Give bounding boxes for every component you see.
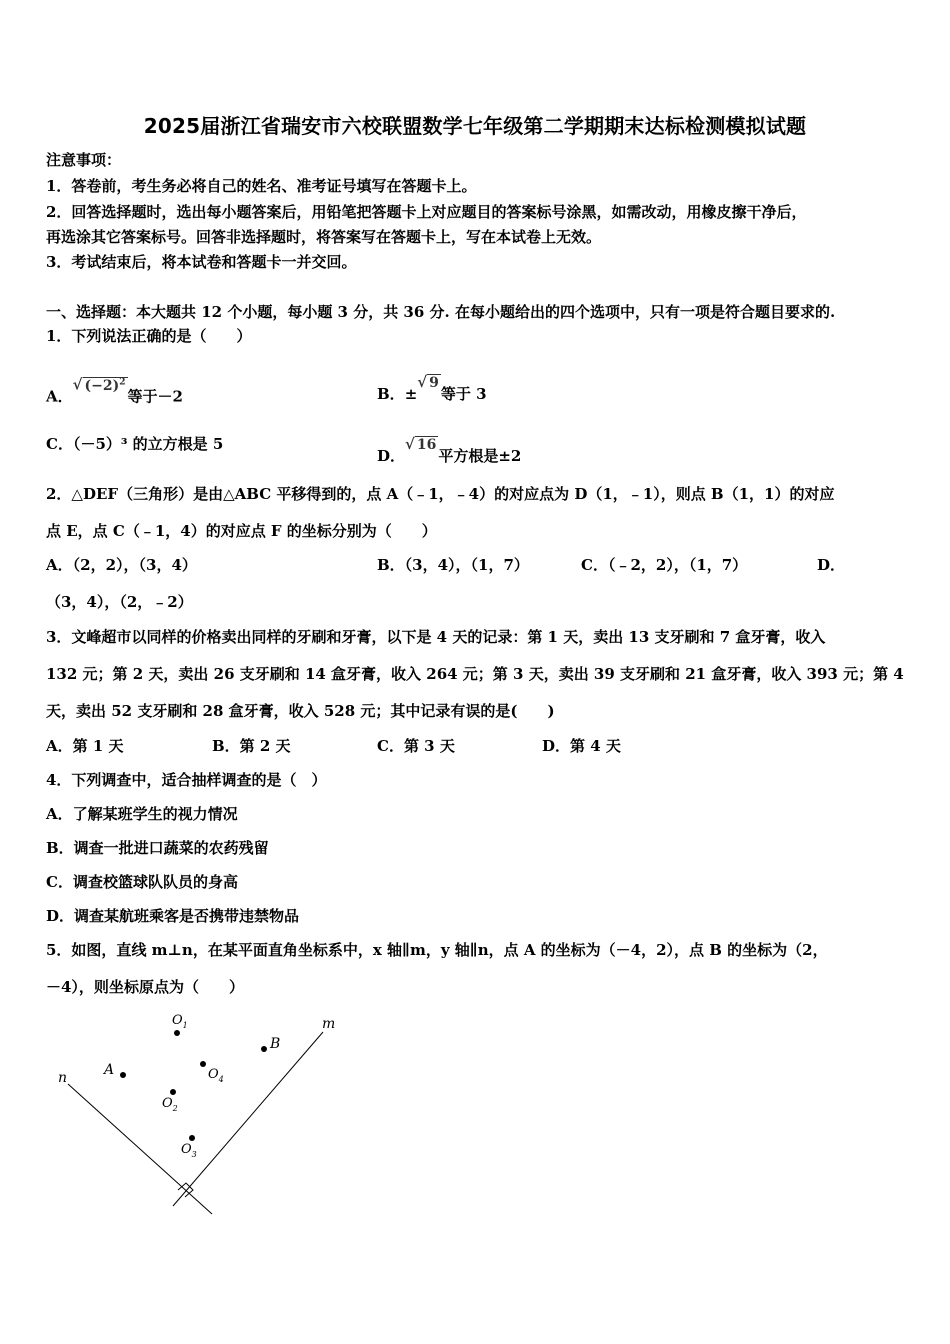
- label-b: B: [270, 1036, 281, 1052]
- q3-option-b[interactable]: B．第 2 天: [212, 737, 291, 755]
- point-o1: [174, 1030, 180, 1036]
- notice-item-2: 2．回答选择题时，选出每小题答案后，用铅笔把答题卡上对应题目的答案标号涂黑，如需改动，用橡皮擦干净后，: [46, 203, 807, 221]
- q3-option-c[interactable]: C．第 3 天: [377, 737, 455, 755]
- q3-option-a[interactable]: A．第 1 天: [46, 737, 124, 755]
- point-o2: [170, 1089, 176, 1095]
- label-m: m: [322, 1016, 336, 1032]
- q2-stem-line1: 2．△DEF（三角形）是由△ABC 平移得到的，点 A（﹣1，﹣4）的对应点为 D（1，﹣1），则点 B（1，1）的对应: [46, 485, 835, 503]
- q1-option-d[interactable]: D．√ 16平方根是±2: [377, 435, 522, 465]
- sqrt-expression: √ $(-2)^2$: [72, 375, 126, 394]
- q3-stem-line3: 天，卖出 52 支牙刷和 28 盒牙膏，收入 528 元；其中记录有误的是( ): [46, 702, 555, 720]
- point-o4: [200, 1061, 206, 1067]
- notice-item-2-cont: 再选涂其它答案标号。回答非选择题时，将答案写在答题卡上，写在本试卷上无效。: [46, 228, 602, 246]
- section-heading: 一、选择题：本大题共 12 个小题，每小题 3 分，共 36 分. 在每小题给出的四个选项中，只有一项是符合题目要求的.: [46, 303, 836, 321]
- label-n: n: [58, 1070, 68, 1086]
- q5-figure: [40, 1010, 350, 1225]
- q2-option-d-text[interactable]: （3，4），（2，﹣2）: [46, 593, 193, 611]
- q1-option-a-label: A．: [46, 387, 73, 406]
- point-a: [120, 1072, 126, 1078]
- page-title: 2025届浙江省瑞安市六校联盟数学七年级第二学期期末达标检测模拟试题: [143, 114, 807, 138]
- q5-stem-line1: 5．如图，直线 m⊥n，在某平面直角坐标系中，x 轴∥m，y 轴∥n，点 A 的坐标为（－4，2），点 B 的坐标为（2，: [46, 941, 828, 959]
- q1-option-a[interactable]: [46, 372, 183, 407]
- point-b: [261, 1046, 267, 1052]
- q5-stem-line2: －4），则坐标原点为（ ）: [46, 978, 244, 996]
- notice-item-3: 3．考试结束后，将本试卷和答题卡一并交回。: [46, 253, 357, 271]
- q1-option-a-text: 等于－2: [127, 387, 183, 406]
- sqrt-expression: √ 9: [417, 373, 439, 391]
- q1-stem: 1．下列说法正确的是（ ）: [46, 327, 252, 345]
- q4-option-d[interactable]: D．调查某航班乘客是否携带违禁物品: [46, 907, 300, 925]
- q4-option-c[interactable]: C．调查校篮球队队员的身高: [46, 873, 238, 891]
- q2-stem-line2: 点 E，点 C（﹣1，4）的对应点 F 的坐标分别为（ ）: [46, 522, 437, 540]
- line-m: [173, 1032, 323, 1206]
- sqrt-expression: √ 16: [405, 435, 437, 453]
- q3-stem-line1: 3．文峰超市以同样的价格卖出同样的牙刷和牙膏，以下是 4 天的记录：第 1 天，卖出 13 支牙刷和 7 盒牙膏，收入: [46, 628, 826, 646]
- label-o1: $O_1$: [172, 1013, 188, 1030]
- q4-stem: 4．下列调查中，适合抽样调查的是（ ）: [46, 771, 327, 789]
- notice-item-1: 1．答卷前，考生务必将自己的姓名、准考证号填写在答题卡上。: [46, 177, 477, 195]
- notice-heading: 注意事项：: [46, 151, 122, 169]
- label-a: A: [104, 1062, 115, 1078]
- q3-stem-line2: 132 元；第 2 天，卖出 26 支牙刷和 14 盒牙膏，收入 264 元；第 3 天，卖出 39 支牙刷和 21 盒牙膏，收入 393 元；第 4: [46, 665, 904, 683]
- q2-option-a[interactable]: A．（2，2），（3，4）: [46, 556, 197, 574]
- point-o3: [189, 1135, 195, 1141]
- q2-option-c[interactable]: C．（﹣2，2），（1，7）: [581, 556, 748, 574]
- q1-option-b[interactable]: B．±√ 9等于 3: [377, 373, 487, 403]
- q1-option-c[interactable]: C．（－5）³ 的立方根是 5: [46, 435, 224, 453]
- q2-option-d-label[interactable]: D．: [817, 556, 846, 574]
- q4-option-b[interactable]: B．调查一批进口蔬菜的农药残留: [46, 839, 269, 857]
- q2-option-b[interactable]: B．（3，4），（1，7）: [377, 556, 529, 574]
- q4-option-a[interactable]: A．了解某班学生的视力情况: [46, 805, 238, 823]
- q3-option-d[interactable]: D．第 4 天: [542, 737, 621, 755]
- label-o2: $O_2$: [162, 1096, 178, 1113]
- label-o4: $O_4$: [208, 1067, 224, 1084]
- label-o3: $O_3$: [181, 1142, 197, 1159]
